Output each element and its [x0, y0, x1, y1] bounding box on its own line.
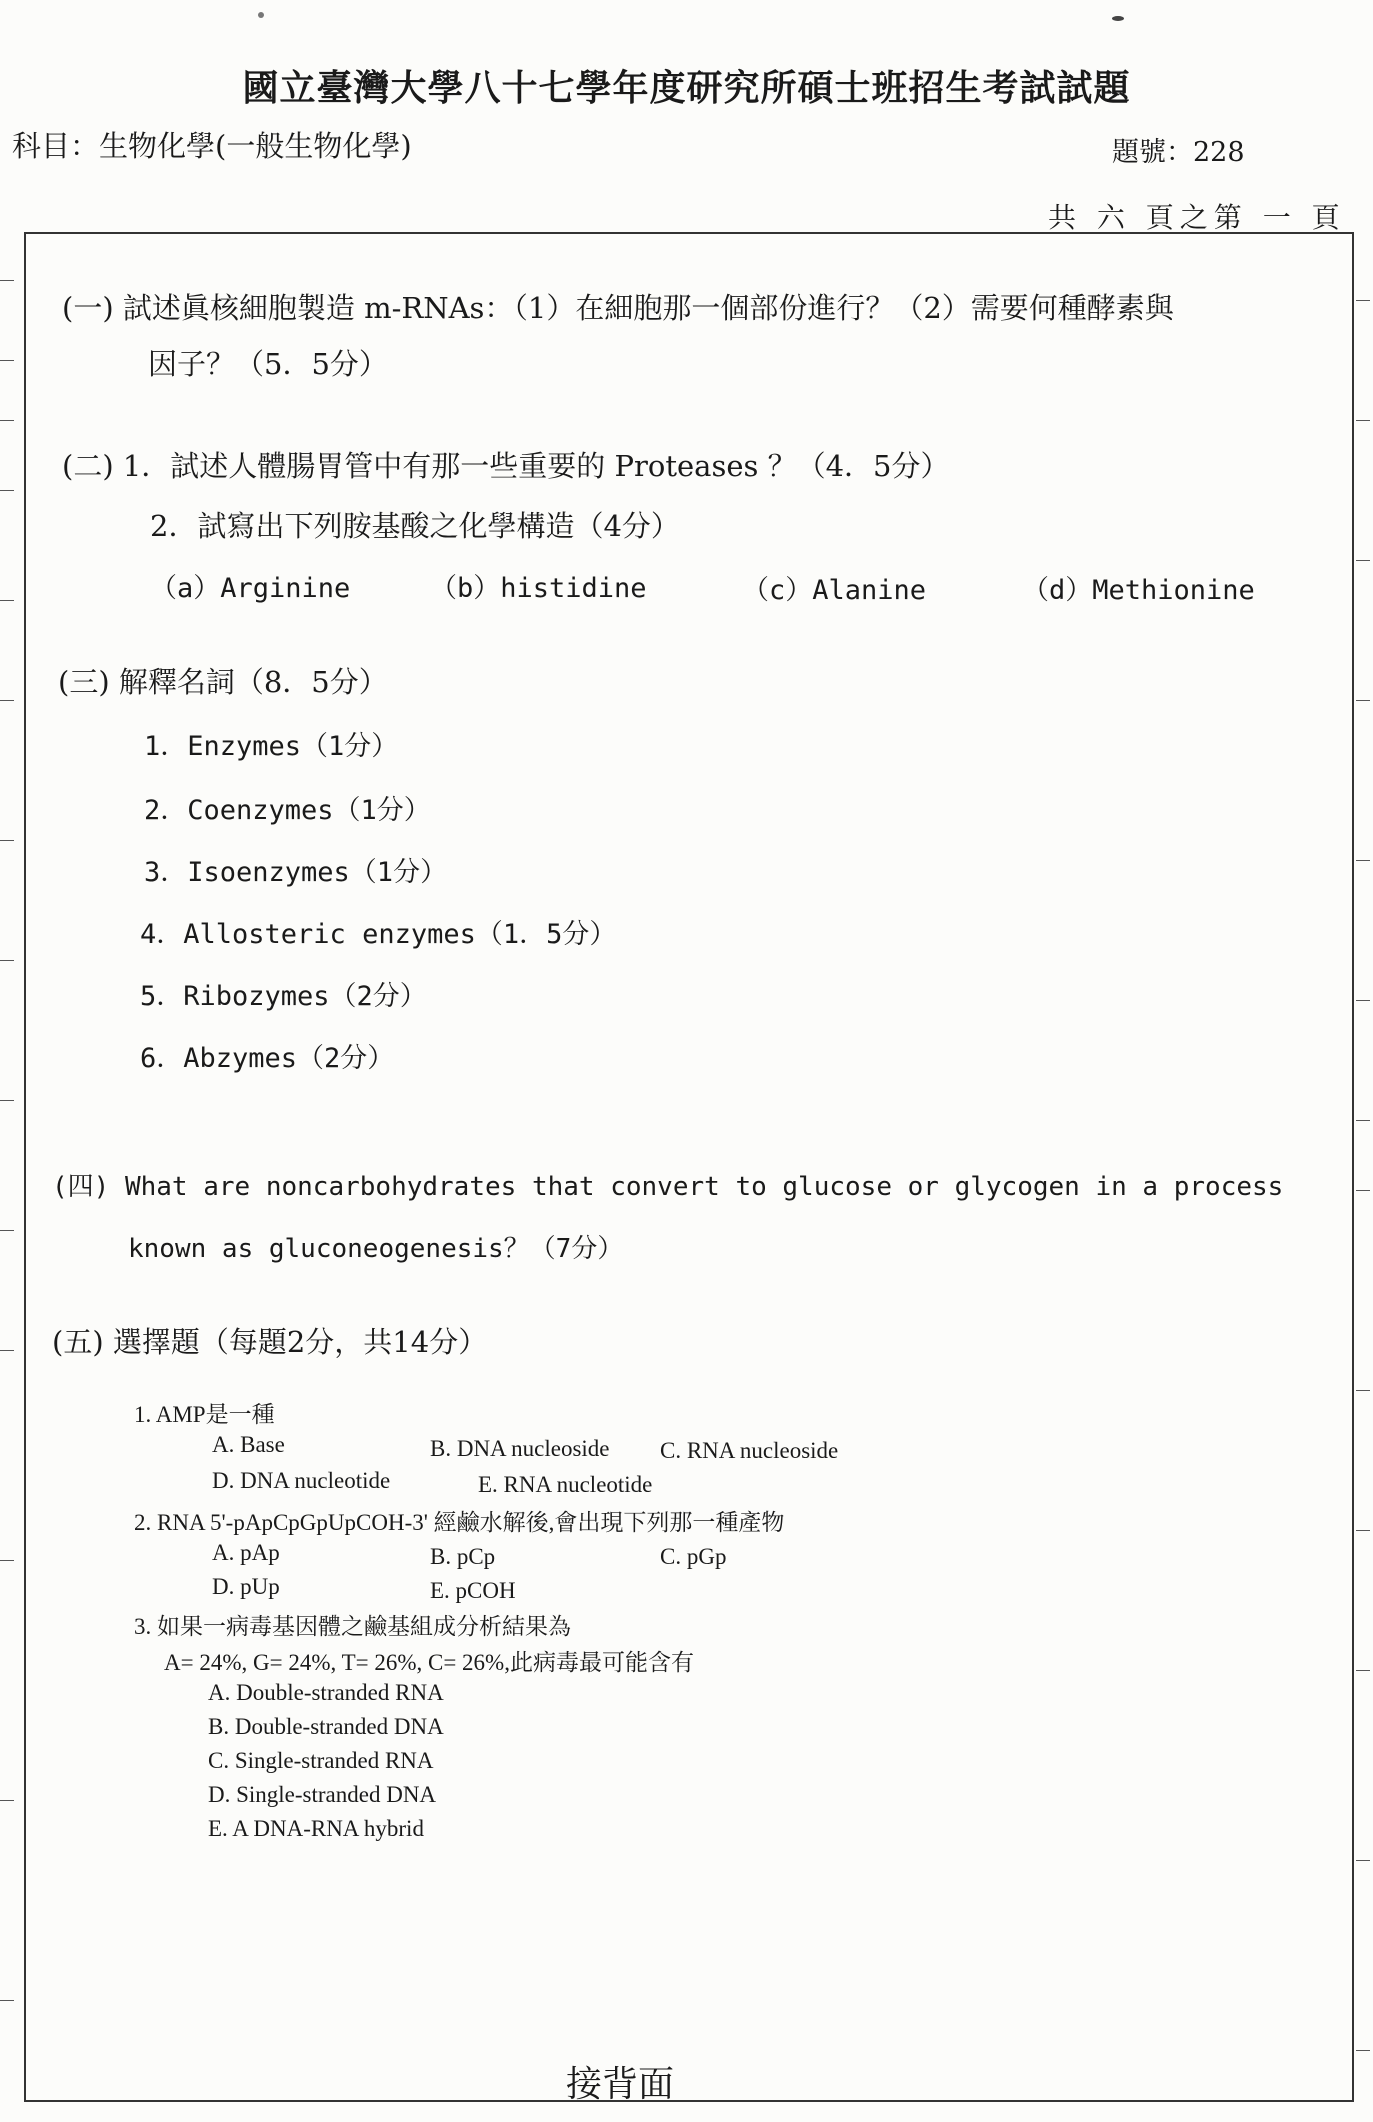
- right-margin-tick: [1356, 860, 1370, 861]
- mc3-option-d: D. Single-stranded DNA: [208, 1782, 437, 1807]
- right-margin-tick: [1356, 560, 1370, 561]
- right-margin-tick: [1356, 2050, 1370, 2051]
- q2-option-d: （d）Methionine: [1022, 575, 1255, 606]
- q1-line1: (一) 試述眞核細胞製造 m-RNAs：（1）在細胞那一個部份進行？（2）需要何種酵素與: [62, 291, 1174, 325]
- right-margin-tick: [1356, 300, 1370, 301]
- q3-item: 6．Abzymes（2分）: [140, 1043, 395, 1074]
- q2-part2: 2．試寫出下列胺基酸之化學構造（4分）: [150, 509, 680, 543]
- mc2-option-a: A. pAp: [212, 1540, 280, 1565]
- left-margin-tick: [0, 960, 14, 961]
- right-margin-tick: [1356, 1120, 1370, 1121]
- q3-item: 4．Allosteric enzymes（1．5分）: [140, 919, 617, 950]
- mc3-option-c: C. Single-stranded RNA: [208, 1748, 434, 1773]
- right-margin-tick: [1356, 700, 1370, 701]
- q4-line1: (四) What are noncarbohydrates that convert to glucose or glycogen in a process: [52, 1172, 1284, 1202]
- q4-line2: known as gluconeogenesis？（7分）: [128, 1234, 624, 1264]
- left-margin-tick: [0, 490, 14, 491]
- mc3-option-e: E. A DNA-RNA hybrid: [208, 1816, 424, 1841]
- left-margin-tick: [0, 420, 14, 421]
- left-margin-tick: [0, 280, 14, 281]
- right-margin-tick: [1356, 1860, 1370, 1861]
- q3-item: 1．Enzymes（1分）: [144, 731, 399, 762]
- scan-speck: [1112, 16, 1124, 21]
- mc3-option-a: A. Double-stranded RNA: [208, 1680, 444, 1705]
- right-margin-tick: [1356, 420, 1370, 421]
- right-margin-tick: [1356, 1530, 1370, 1531]
- q3-item: 2．Coenzymes（1分）: [144, 795, 431, 826]
- q2-option-c: （c）Alanine: [742, 575, 927, 606]
- left-margin-tick: [0, 1800, 14, 1801]
- mc1-option-d: D. DNA nucleotide: [212, 1468, 391, 1493]
- mc1-option-c: C. RNA nucleoside: [660, 1438, 839, 1463]
- page-info: 共 六 頁之第 一 頁: [1048, 201, 1346, 234]
- mc3-stem-data: A= 24%, G= 24%, T= 26%, C= 26%,此病毒最可能含有: [164, 1650, 694, 1675]
- mc1-stem: 1. AMP是一種: [134, 1402, 275, 1427]
- left-margin-tick: [0, 1350, 14, 1351]
- mc3-option-b: B. Double-stranded DNA: [208, 1714, 444, 1739]
- right-margin-tick: [1356, 1000, 1370, 1001]
- mc1-option-e: E. RNA nucleotide: [478, 1472, 653, 1497]
- q2-option-b: （b）histidine: [430, 573, 647, 604]
- q3-item: 3．Isoenzymes（1分）: [144, 857, 448, 888]
- left-margin-tick: [0, 2000, 14, 2001]
- mc2-stem: 2. RNA 5'-pApCpGpUpCOH-3' 經鹼水解後,會出現下列那一種產物: [134, 1510, 785, 1535]
- right-margin-tick: [1356, 1190, 1370, 1191]
- mc2-option-c: C. pGp: [660, 1544, 727, 1569]
- q2-option-a: （a）Arginine: [150, 573, 351, 604]
- mc1-option-b: B. DNA nucleoside: [430, 1436, 610, 1461]
- question-number: 題號：228: [1112, 137, 1245, 168]
- left-margin-tick: [0, 840, 14, 841]
- mc3-stem: 3. 如果一病毒基因體之鹼基組成分析結果為: [134, 1614, 571, 1639]
- right-margin-tick: [1356, 1670, 1370, 1671]
- left-margin-tick: [0, 600, 14, 601]
- q3-item: 5．Ribozymes（2分）: [140, 981, 427, 1012]
- q5-heading: (五) 選擇題（每題2分，共14分）: [52, 1325, 488, 1359]
- left-margin-tick: [0, 1230, 14, 1231]
- right-margin-tick: [1356, 1390, 1370, 1391]
- left-margin-tick: [0, 360, 14, 361]
- q2-part1: (二) 1．試述人體腸胃管中有那一些重要的 Proteases ？（4．5分）: [62, 449, 950, 483]
- scan-speck: [258, 12, 264, 18]
- left-margin-tick: [0, 700, 14, 701]
- subject-label: 科目：生物化學(一般生物化學): [12, 129, 412, 163]
- left-margin-tick: [0, 1100, 14, 1101]
- exam-title: 國立臺灣大學八十七學年度研究所碩士班招生考試試題: [242, 67, 1131, 109]
- mc1-option-a: A. Base: [212, 1432, 285, 1457]
- continue-on-back: 接背面: [566, 2064, 675, 2105]
- mc2-option-d: D. pUp: [212, 1574, 280, 1599]
- q1-line2: 因子？（5．5分）: [148, 347, 388, 381]
- mc2-option-e: E. pCOH: [430, 1578, 516, 1603]
- mc2-option-b: B. pCp: [430, 1544, 496, 1569]
- left-margin-tick: [0, 1560, 14, 1561]
- q3-heading: (三) 解釋名詞（8．5分）: [58, 665, 388, 699]
